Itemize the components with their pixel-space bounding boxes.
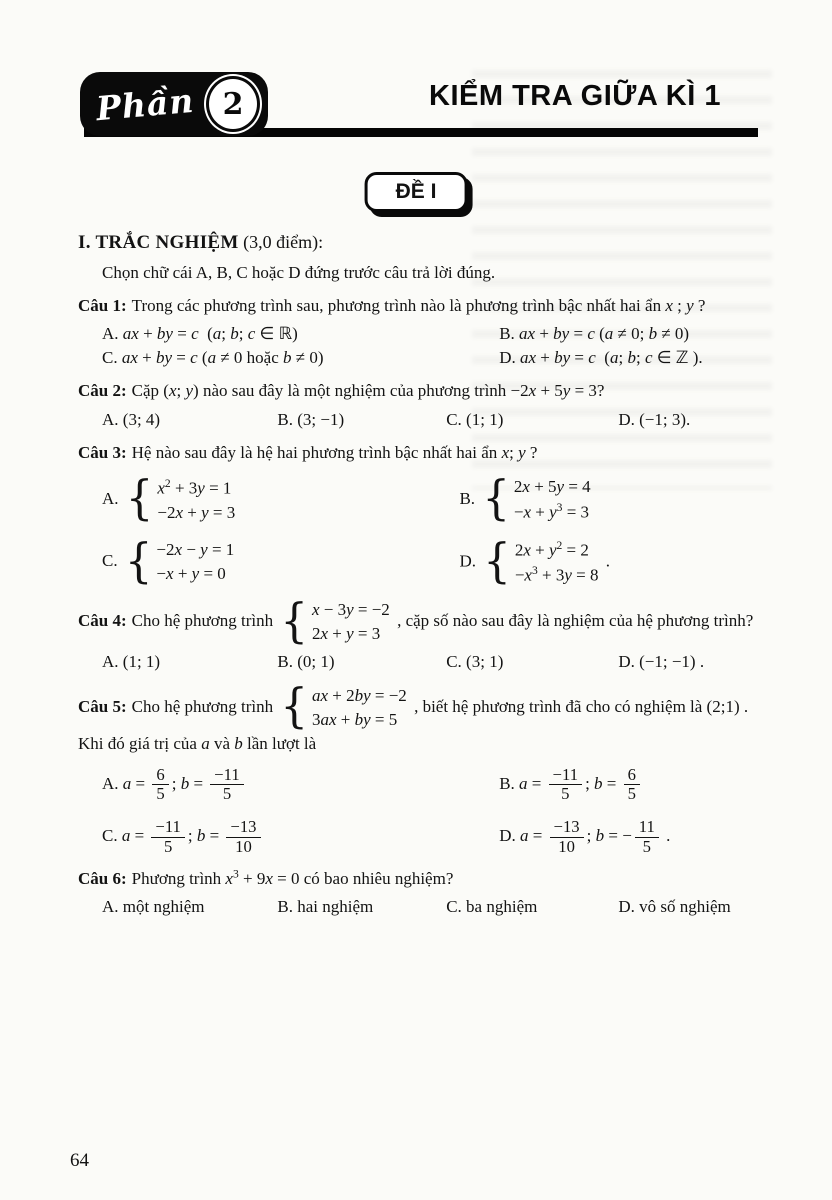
question-1-option-d: D. ax + by = c (a; b; c ∈ ℤ ). <box>499 348 703 368</box>
section-heading <box>78 230 764 257</box>
question-6-options <box>78 895 764 919</box>
question-2 <box>78 379 764 403</box>
exam-badge: ĐỀ I <box>365 172 468 212</box>
question-6-option-a: A. một nghiệm <box>102 897 205 917</box>
question-3-label: Câu 3: <box>78 442 127 462</box>
question-5-text: Cho hệ phương trình { ax + 2by = −2 3ax + by = 5 , biết hệ phương trình đã cho có nghiệm là (2;1) . Khi đó giá trị của a và b lần lượt là <box>78 679 749 753</box>
question-4-option-d: D. (−1; −1) . <box>618 652 705 672</box>
question-1-text: Trong các phương trình sau, phương trình nào là phương trình bậc nhất hai ẩn x ; y ? <box>131 296 706 316</box>
question-3 <box>78 441 764 465</box>
question-1-label: Câu 1: <box>78 296 127 316</box>
page-number: 64 <box>70 1150 89 1171</box>
question-2-label: Câu 2: <box>78 381 127 401</box>
question-2-option-c: C. (1; 1) <box>446 409 504 429</box>
question-3-option-a: A. { $x^2 + 3y = 1$ −2x + y = 3 <box>102 472 236 527</box>
question-4-option-c: C. (3; 1) <box>446 652 504 672</box>
question-4-label: Câu 4: <box>78 611 127 631</box>
question-5-option-d: D. a = $\frac{-13}{10}$ ; b = − $\frac{11}{5}$ . <box>499 817 671 856</box>
question-6-text: Phương trình $x^3 + 9x = 0$ có bao nhiêu nghiệm? <box>131 867 454 889</box>
question-4-option-b: B. (0; 1) <box>277 652 335 672</box>
question-1-options <box>78 322 764 370</box>
exam-content <box>78 230 764 925</box>
question-2-option-a: A. (3; 4) <box>102 409 161 429</box>
question-6-option-d: D. vô số nghiệm <box>618 897 731 917</box>
question-1-option-b: B. ax + by = c (a ≠ 0; b ≠ 0) <box>499 324 690 344</box>
question-2-text: Cặp (x; y) nào sau đây là một nghiệm của phương trình −2x + 5y = 3? <box>131 381 605 401</box>
question-5-label: Câu 5: <box>78 696 127 716</box>
question-3-text: Hệ nào sau đây là hệ hai phương trình bậc nhất hai ẩn x; y ? <box>131 442 538 462</box>
section-heading-points: (3,0 điểm): <box>238 232 324 252</box>
question-5-option-b: B. a = $\frac{-11}{5}$ ; b = $\frac{6}{5}$ <box>499 766 764 804</box>
question-2-option-b: B. (3; −1) <box>277 409 345 429</box>
question-4-options <box>78 650 764 674</box>
part-label: Phần <box>94 80 196 128</box>
question-5-options <box>78 766 764 857</box>
question-3-option-d: D. { $2x + y^2 = 2$ $-x^3 + 3y = 8$ . <box>459 534 610 589</box>
question-2-options <box>78 408 764 432</box>
page-header <box>80 72 760 142</box>
question-4 <box>78 594 764 649</box>
page-title: KIỂM TRA GIỮA KÌ 1 <box>429 80 721 112</box>
question-4-option-a: A. (1; 1) <box>102 652 161 672</box>
question-1 <box>78 294 764 318</box>
question-3-options <box>78 472 764 589</box>
question-4-text: Cho hệ phương trình { x − 3y = −2 2x + y = 3 , cặp số nào sau đây là nghiệm của hệ phương trình? <box>131 594 754 649</box>
question-6-option-b: B. hai nghiệm <box>277 897 374 917</box>
part-badge <box>80 72 268 136</box>
part-number: 2 <box>206 76 260 132</box>
question-3-option-b: B. { 2x + 5y = 4 $-x + y^3 = 3$ <box>459 472 591 527</box>
question-1-option-c: C. ax + by = c (a ≠ 0 hoặc b ≠ 0) <box>102 348 324 368</box>
question-6-label: Câu 6: <box>78 869 127 889</box>
question-5-option-a: A. a = $\frac{6}{5}$ ; b = $\frac{-11}{5}$ <box>102 766 499 804</box>
section-heading-title: I. TRẮC NGHIỆM <box>78 232 239 253</box>
question-5-option-c: C. a = $\frac{-11}{5}$ ; b = $\frac{-13}{10}$ <box>102 818 499 856</box>
question-1-option-a: A. ax + by = c (a; b; c ∈ ℝ) <box>102 324 298 344</box>
question-2-option-d: D. (−1; 3). <box>618 409 691 429</box>
question-5 <box>78 679 764 756</box>
section-instruction: Chọn chữ cái A, B, C hoặc D đứng trước câu trả lời đúng. <box>102 262 496 282</box>
question-6 <box>78 866 764 891</box>
question-3-option-c: C. { −2x − y = 1 −x + y = 0 <box>102 534 235 589</box>
question-6-option-c: C. ba nghiệm <box>446 897 538 917</box>
